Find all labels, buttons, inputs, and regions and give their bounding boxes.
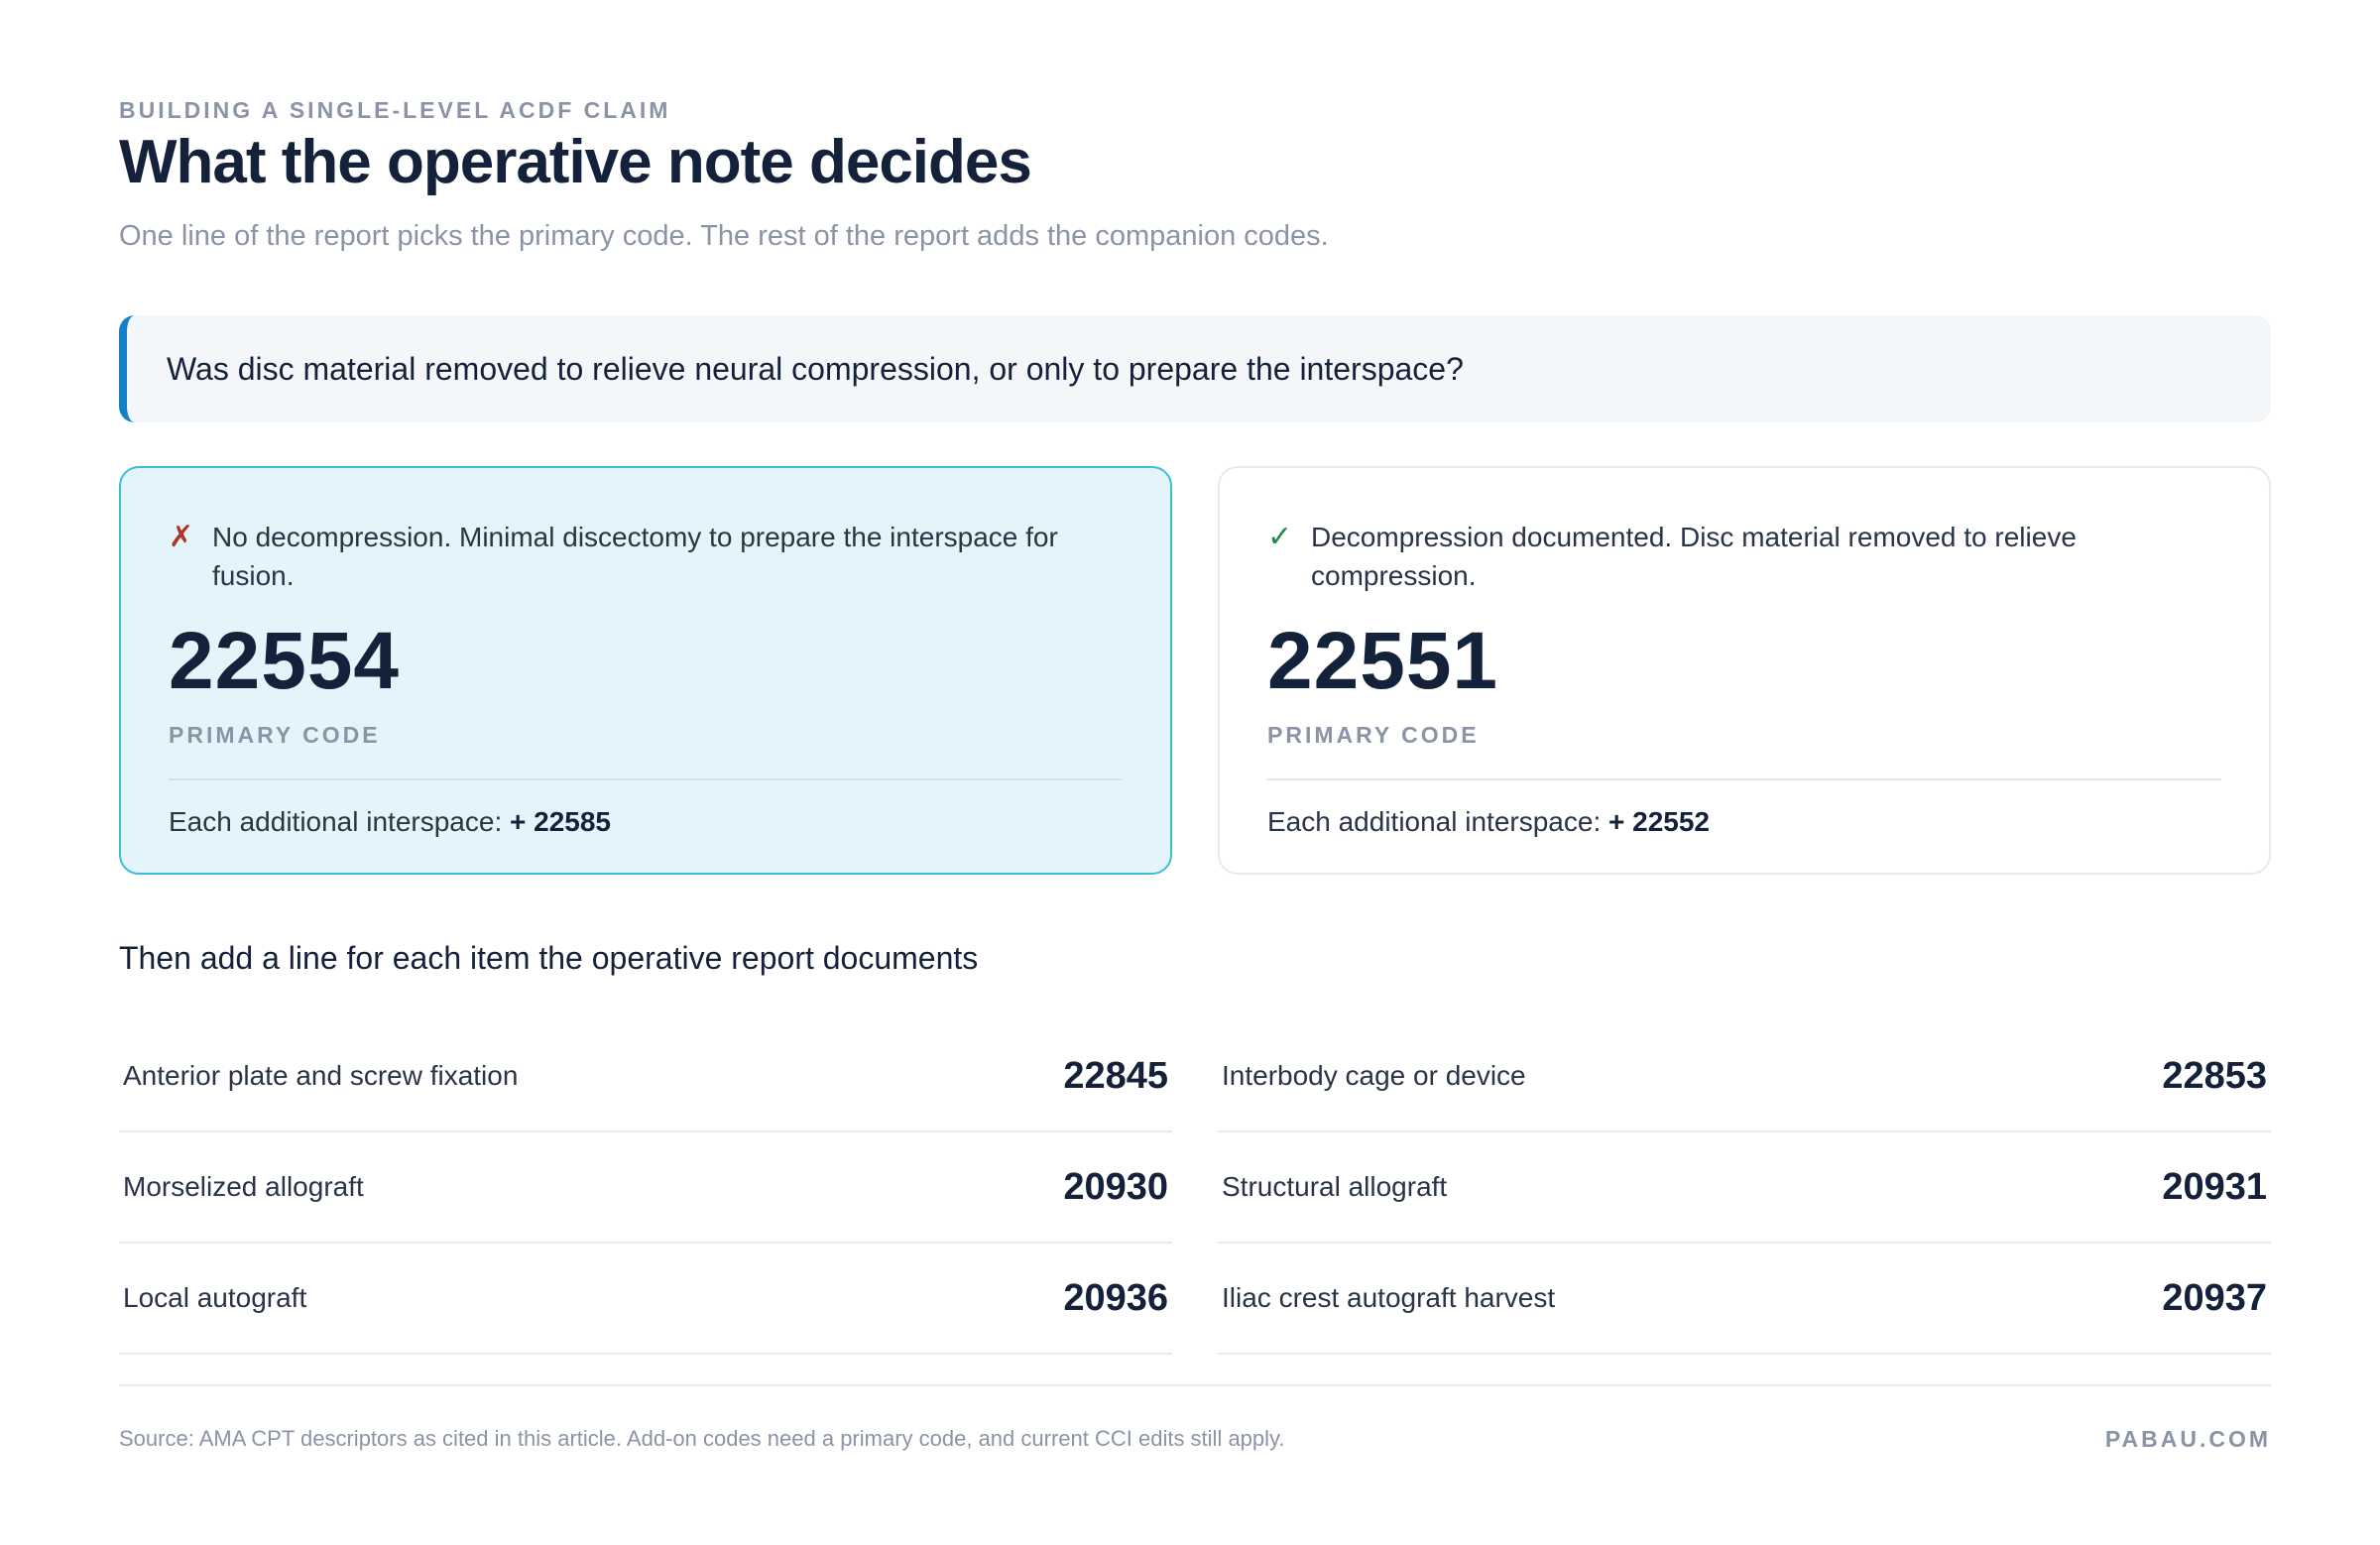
list-item	[119, 1021, 1172, 1132]
card-no-decompression	[119, 466, 1172, 875]
x-mark-icon: ✗	[169, 521, 194, 553]
additional-interspace-label: Each additional interspace:	[1267, 806, 1602, 837]
list-item	[1218, 1021, 2271, 1132]
addon-code: 20936	[1063, 1276, 1168, 1319]
check-mark-icon: ✓	[1267, 521, 1293, 553]
condition-text: Decompression documented. Disc material removed to relieve compression.	[1311, 522, 2077, 591]
addon-label: Morselized allograft	[123, 1171, 364, 1202]
addon-code: 20931	[2162, 1165, 2267, 1208]
list-item	[119, 1244, 1172, 1355]
primary-code: 22551	[1267, 616, 1499, 706]
list-item	[1218, 1244, 2271, 1355]
addon-code: 22853	[2162, 1054, 2267, 1097]
card-decompression	[1218, 466, 2271, 875]
list-item	[119, 1132, 1172, 1244]
page-subtitle: One line of the report picks the primary code. The rest of the report adds the companion codes.	[119, 220, 1329, 252]
page-title: What the operative note decides	[119, 128, 1031, 196]
addon-label: Local autograft	[123, 1282, 307, 1313]
addon-code: 20937	[2162, 1276, 2267, 1319]
source-note: Source: AMA CPT descriptors as cited in this article. Add-on codes need a primary code, and current CCI edits still apply.	[119, 1426, 1285, 1451]
question-text: Was disc material removed to relieve neural compression, or only to prepare the interspace?	[167, 350, 1464, 387]
addon-label: Interbody cage or device	[1222, 1060, 1526, 1091]
additional-interspace-code: + 22552	[1608, 806, 1710, 837]
addons-heading: Then add a line for each item the operative report documents	[119, 940, 979, 976]
condition-text: No decompression. Minimal discectomy to prepare the interspace for fusion.	[212, 522, 1058, 591]
card-condition	[1267, 518, 2221, 597]
addon-label: Structural allograft	[1222, 1171, 1448, 1202]
primary-code-label: PRIMARY CODE	[1267, 722, 1480, 748]
primary-code-label: PRIMARY CODE	[169, 722, 381, 748]
footer-divider	[119, 1384, 2271, 1386]
additional-interspace-label: Each additional interspace:	[169, 806, 503, 837]
addon-code: 20930	[1063, 1165, 1168, 1208]
brand-label: PABAU.COM	[2104, 1426, 2271, 1452]
additional-interspace	[169, 806, 1123, 838]
addon-code: 22845	[1063, 1054, 1168, 1097]
card-divider	[1267, 778, 2221, 780]
question-callout	[119, 315, 2271, 422]
eyebrow: BUILDING A SINGLE-LEVEL ACDF CLAIM	[119, 97, 671, 123]
additional-interspace-code: + 22585	[510, 806, 611, 837]
card-condition	[169, 518, 1123, 597]
list-item	[1218, 1132, 2271, 1244]
additional-interspace	[1267, 806, 2221, 838]
primary-code: 22554	[169, 616, 401, 706]
addon-label: Anterior plate and screw fixation	[123, 1060, 519, 1091]
card-divider	[169, 778, 1123, 780]
addon-label: Iliac crest autograft harvest	[1222, 1282, 1556, 1313]
